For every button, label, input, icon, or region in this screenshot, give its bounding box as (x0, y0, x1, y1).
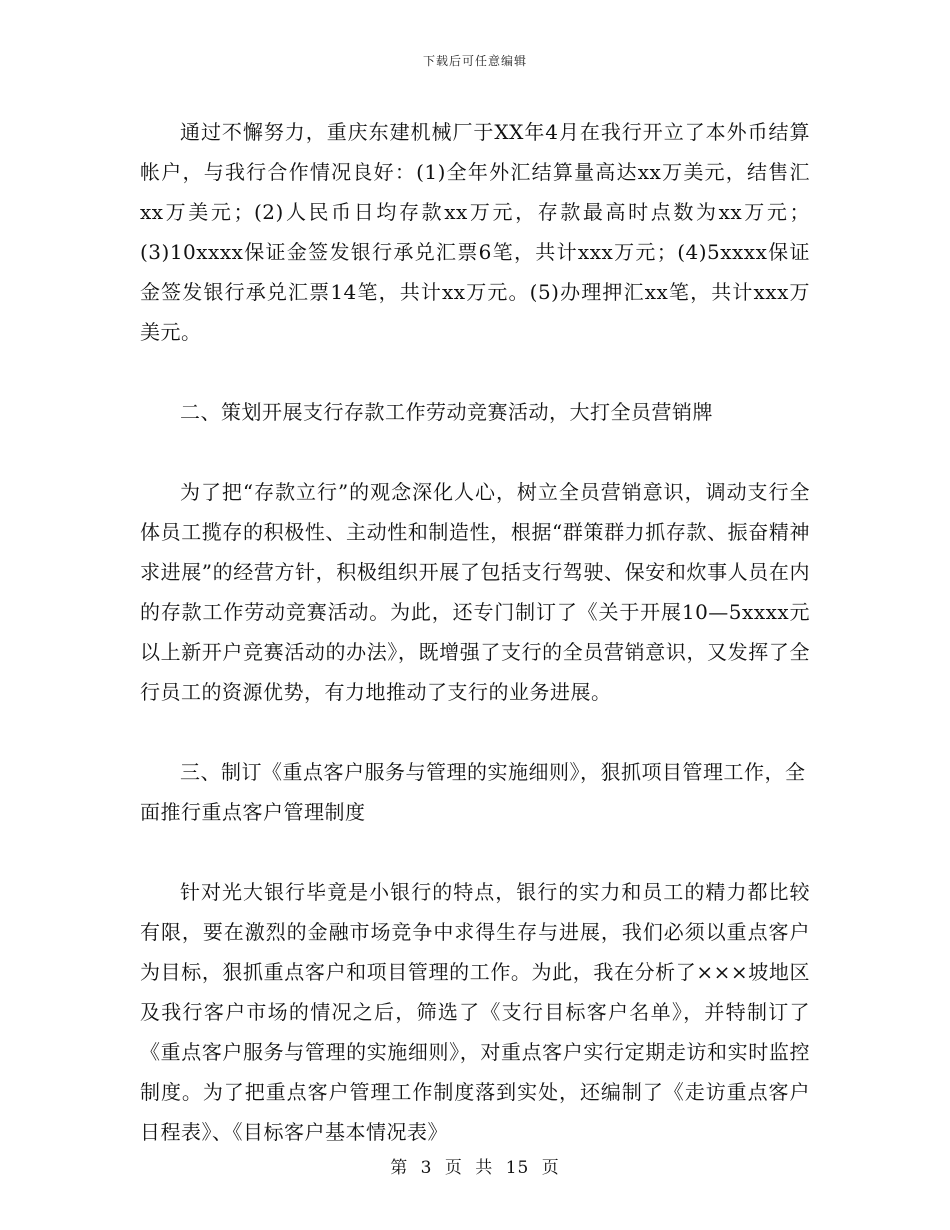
paragraph-deposit-competition: 为了把“存款立行”的观念深化人心，树立全员营销意识，调动支行全体员工揽存的积极性、主动性和制造性，根据“群策群力抓存款、振奋精神求进展”的经营方针，积极组织开展了包括支行驾驶、保安和炊事人员在内的存款工作劳动竞赛活动。为此，还专门制订了《关于开展10—5xxxx元以上新开户竞赛活动的办法》，既增强了支行的全员营销意识，又发挥了全行员工的资源优势，有力地推动了支行的业务进展。 (140, 480, 810, 704)
paragraph-account-summary: 通过不懈努力，重庆东建机械厂于XX年4月在我行开立了本外币结算帐户，与我行合作情况良好：(1)全年外汇结算量高达xx万美元，结售汇xx万美元；(2)人民币日均存款xx万元，存款最高时点数为xx万元；(3)10xxxx保证金签发银行承兑汇票6笔，共计xxx万元；(4)5xxxx保证金签发银行承兑汇票14笔，共计xx万元。(5)办理押汇xx笔，共计xxx万美元。 (140, 120, 810, 344)
section-heading-deposit-competition: 二、策划开展支行存款工作劳动竞赛活动，大打全员营销牌 (180, 400, 713, 424)
page-number-footer: 第 3 页 共 15 页 (390, 1158, 560, 1178)
document-body (140, 112, 810, 1152)
paragraph-key-clients: 针对光大银行毕竟是小银行的特点，银行的实力和员工的精力都比较有限，要在激烈的金融市场竞争中求得生存与进展，我们必须以重点客户为目标，狠抓重点客户和项目管理的工作。为此，我在分析了×××坡地区及我行客户市场的情况之后，筛选了《支行目标客户名单》，并特制订了《重点客户服务与管理的实施细则》，对重点客户实行定期走访和实时监控制度。为了把重点客户管理工作制度落到实处，还编制了《走访重点客户日程表》、《目标客户基本情况表》 (140, 880, 810, 1144)
page-header-note: 下载后可任意编辑 (422, 54, 527, 68)
paragraph-gap (140, 432, 810, 472)
paragraph-gap (140, 832, 810, 872)
paragraph-gap (140, 352, 810, 392)
section-heading-key-clients: 三、制订《重点客户服务与管理的实施细则》，狠抓项目管理工作，全面推行重点客户管理制度 (140, 760, 806, 824)
paragraph-gap (140, 712, 810, 752)
